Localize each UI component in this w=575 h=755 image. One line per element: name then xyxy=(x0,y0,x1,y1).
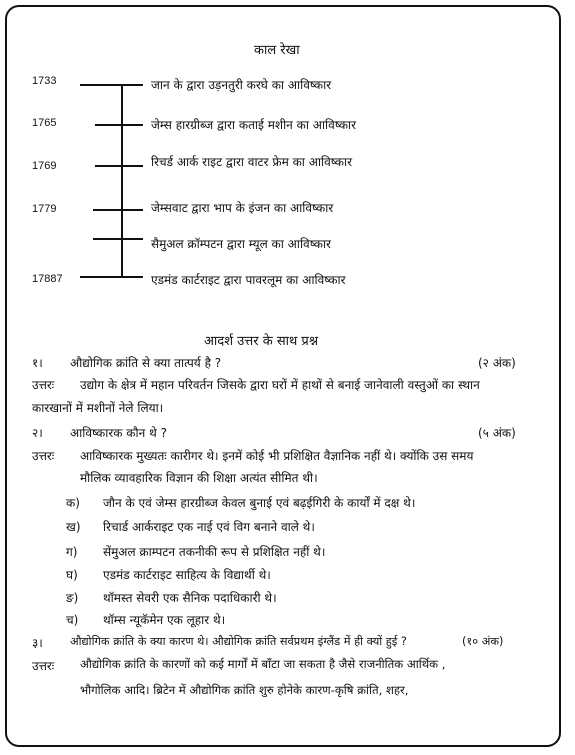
timeline-year: 1769 xyxy=(32,160,57,172)
timeline-tick xyxy=(93,238,143,240)
list-marker: ङ) xyxy=(66,591,79,605)
list-marker: क) xyxy=(66,496,80,510)
list-item: रिचार्ड आर्कराइट एक नाई एवं विग बनाने वाले थे। xyxy=(103,520,315,534)
list-item: थॉम्स न्यूकॅमेन एक लूहार थे। xyxy=(103,613,226,627)
question-marks: (२ अंक) xyxy=(478,356,516,370)
answer-label: उत्तरः xyxy=(32,659,55,673)
answer-text: आविष्कारक मुख्यतः कारीगर थे। इनमें कोई भी प्रशिक्षित वैज्ञानिक नहीं थे। क्योंकि उस समय xyxy=(80,449,474,463)
timeline-year: 1779 xyxy=(32,203,57,215)
timeline-tick xyxy=(80,84,143,86)
answer-text: भौगोलिक आदि। ब्रिटेन में औद्योगिक क्रांति शुरु होनेके कारण-कृषि क्रांति, शहर, xyxy=(80,683,409,697)
answer-text: मौलिक व्यावहारिक विज्ञान की शिक्षा अत्यंत सीमित थी। xyxy=(80,471,318,485)
timeline-tick xyxy=(93,209,143,211)
answer-label: उत्तरः xyxy=(32,449,55,463)
timeline-title: काल रेखा xyxy=(254,43,300,58)
timeline-year: 1733 xyxy=(32,75,57,87)
answer-text: औद्योगिक क्रांति के कारणों को कई मार्गों में बाँटा जा सकता है जैसे राजनीतिक आर्थिक , xyxy=(80,657,446,671)
question-number: १। xyxy=(32,356,43,370)
timeline-event: जेम्सवाट द्वारा भाप के इंजन का आविष्कार xyxy=(151,201,334,215)
list-item: सेंमुअल क्राम्पटन तकनीकी रूप से प्रशिक्षित नहीं थे। xyxy=(103,545,326,559)
timeline-event: जेम्स हारग्रीब्ज द्वारा कताई मशीन का आविष्कार xyxy=(151,118,357,132)
list-marker: घ) xyxy=(66,568,78,582)
answer-text: कारखानों में मशीनों नेले लिया। xyxy=(32,401,164,415)
list-marker: ग) xyxy=(66,545,78,559)
timeline-axis xyxy=(121,84,123,276)
timeline-event: रिचर्ड आर्क राइट द्वारा वाटर फ्रेम का आविष्कार xyxy=(151,155,352,169)
question-number: २। xyxy=(32,426,43,440)
timeline-event: सैमुअल क्रॉम्पटन द्वारा म्यूल का आविष्कार xyxy=(151,237,331,251)
list-item: थॉमस्त सेवरी एक सैनिक पदाधिकारी थे। xyxy=(103,591,277,605)
list-marker: च) xyxy=(66,613,79,627)
question-marks: (१० अंक) xyxy=(462,635,504,648)
timeline-year: 17887 xyxy=(32,273,63,285)
list-marker: ख) xyxy=(66,520,81,534)
qa-title: आदर्श उत्तर के साथ प्रश्न xyxy=(204,334,319,349)
question-number: ३। xyxy=(32,636,43,650)
timeline-year: 1765 xyxy=(32,117,57,129)
timeline-tick xyxy=(95,165,143,167)
timeline-event: जान के द्वारा उड़नतुरी करघे का आविष्कार xyxy=(151,78,332,92)
question-text: औद्योगिक क्रांति से क्या तात्पर्य है ? xyxy=(70,356,222,370)
answer-label: उत्तरः xyxy=(32,378,55,392)
question-text: आविष्कारक कौन थे ? xyxy=(70,426,167,440)
question-marks: (५ अंक) xyxy=(478,426,516,440)
timeline-event: एडमंड कार्टराइट द्वारा पावरलूम का आविष्कार xyxy=(151,273,346,287)
timeline-tick xyxy=(80,276,143,278)
list-item: एडमंड कार्टराइट साहित्य के विद्यार्थी थे। xyxy=(103,568,271,582)
timeline-tick xyxy=(95,124,143,126)
answer-text: उद्योग के क्षेत्र में महान परिवर्तन जिसके द्वारा घरों में हाथों से बनाई जानेवाली वस्तुओं का स्थान xyxy=(80,378,480,392)
list-item: जौन के एवं जेम्स हारग्रीब्ज केवल बुनाई एवं बढ़ईगिरी के कार्यों में दक्ष थे। xyxy=(103,496,416,510)
question-text: औद्योगिक क्रांति के क्या कारण थे। औद्योगिक क्रांति सर्वप्रथम इंग्लैंड में ही क्यों हुई ? xyxy=(70,635,407,648)
